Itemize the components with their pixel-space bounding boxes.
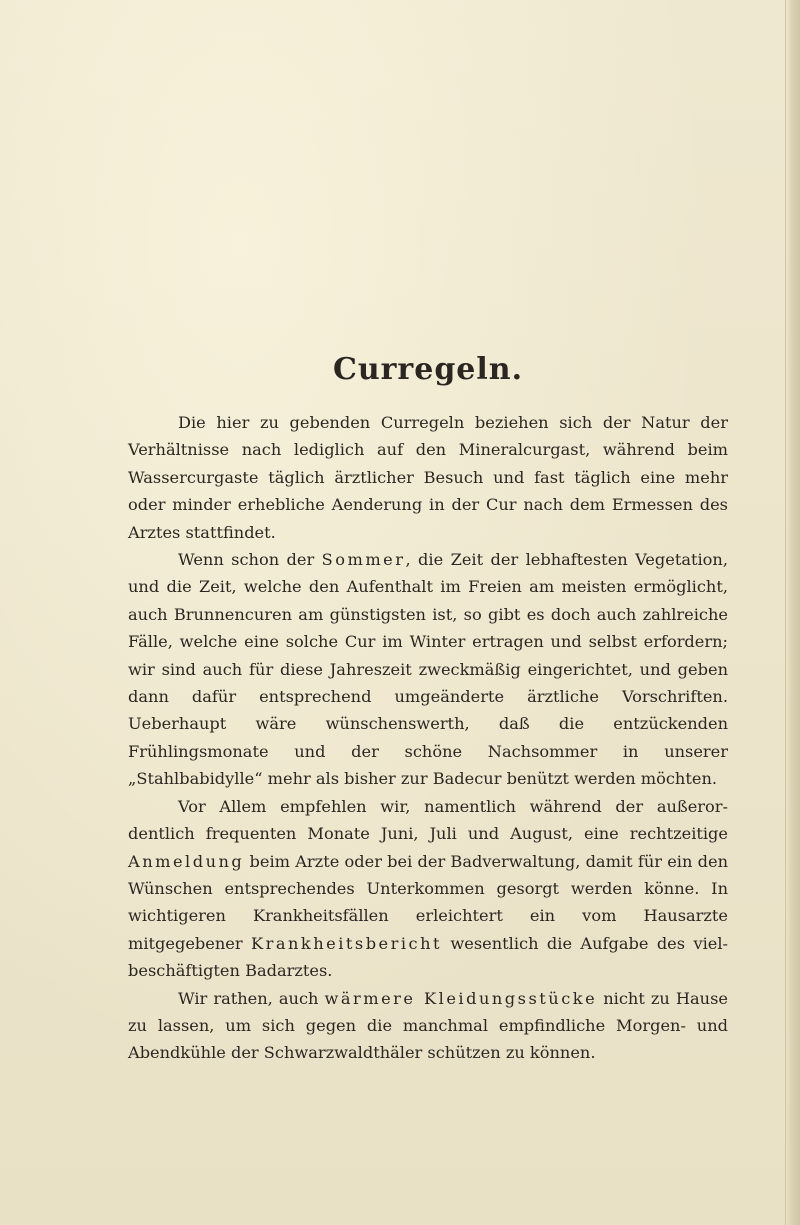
paragraph-season [128,546,728,793]
paragraph-text: Wir rathen, auch [178,988,325,1008]
emphasis-krankheitsbericht: Krankheitsbericht [250,933,443,953]
paragraph-text: Die hier zu gebenden Curregeln beziehen sich der Natur der Verhältnisse nach lediglich auf den Mineralcurgast, während beim Wassercurgaste täglich ärztlicher Besuch und fast täglich eine mehr oder minder erhebliche Aenderung in der Cur nach dem Ermessen des Arztes stattfindet. [128,413,728,542]
paragraph-text: beim Arzte oder bei der Badverwaltung, damit für ein den Wünschen entsprechendes Unterkommen gesorgt werden könne. In wichtigeren Krankheitsfällen erleichtert ein vom Hausarzte mitgegebener [128,851,728,953]
paragraph-text: nicht zu Hause zu lassen, um sich gegen die manchmal empfindliche Morgen- und Abendkühle der Schwarzwaldthäler schützen zu können. [128,988,728,1063]
paragraph-registration [128,793,728,985]
page-edge [785,0,800,1225]
emphasis-anmeldung: Anmeldung [128,851,245,871]
emphasis-kleidung: wärmere Kleidungsstücke [324,988,598,1008]
page-title: Curregeln. [332,352,524,387]
paragraph-clothing [128,985,728,1067]
paragraph-text: Wenn schon der [178,550,322,570]
paragraph-text: Vor Allem empfehlen wir, namentlich während der außerordentlich frequenten Monate Juni, Juli und August, eine rechtzeitige [128,796,728,844]
text-block [128,352,728,1067]
paragraph-text: , die Zeit der lebhaftesten Vegetation, und die Zeit, welche den Aufenthalt im Freien am meisten ermöglicht, auch Brunnencuren am günstigsten ist, so gibt es doch auch zahlreiche Fälle, welche eine solche Cur im Winter ertragen und selbst erfordern; wir sind auch für diese Jahreszeit zweckmäßig eingerichtet, und geben dann dafür entsprechend umgeänderte ärztliche Vorschriften. Ueberhaupt wäre wünschenswerth, daß die entzückenden Frühlingsmonate und der schöne Nachsommer in unserer „Stahlbabidylle“ mehr als bisher zur Badecur benützt werden möchten. [128,550,728,789]
paragraph-intro [128,409,728,546]
paragraph-text: wesentlich die Aufgabe des vielbeschäftigten Badarztes. [128,933,729,981]
emphasis-sommer: Sommer [321,550,406,570]
